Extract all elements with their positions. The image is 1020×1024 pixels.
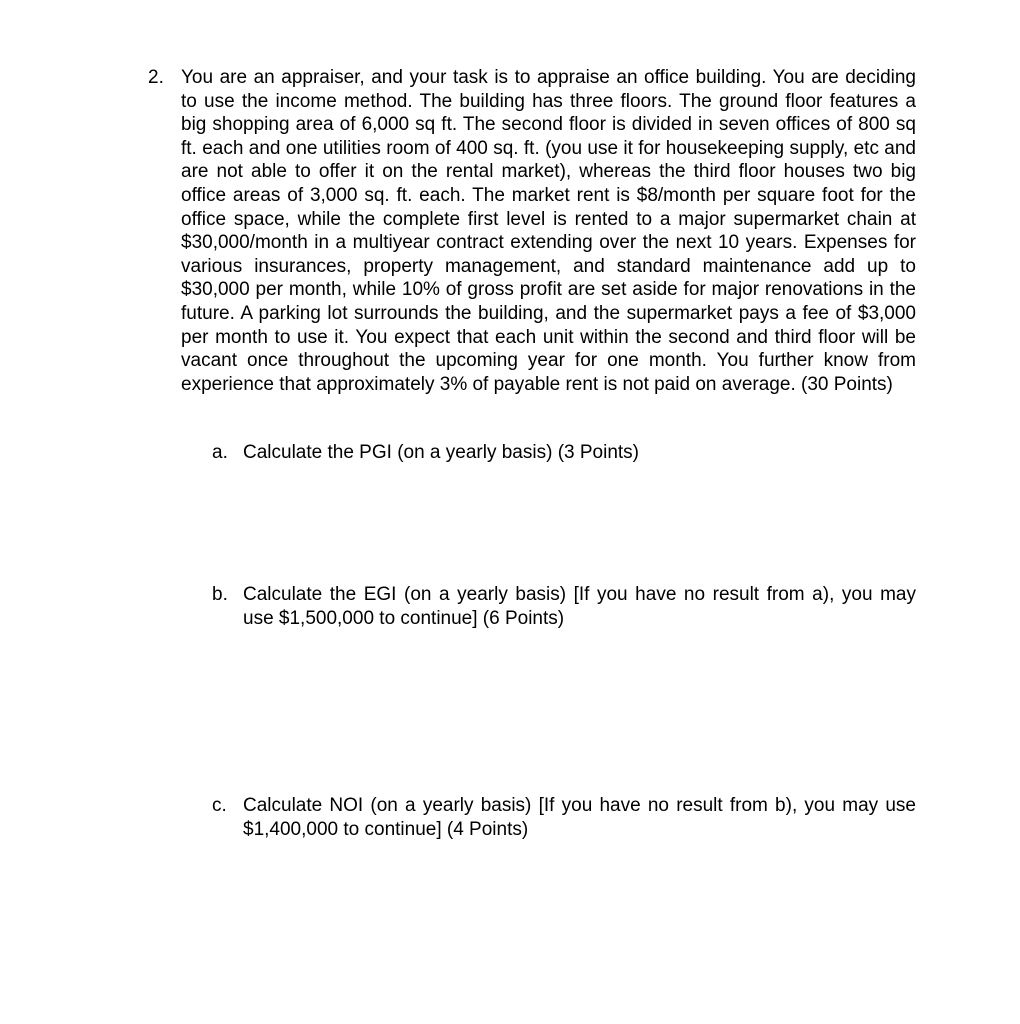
part-c [212,794,916,841]
part-b-letter: b. [212,584,228,605]
question-text: You are an appraiser, and your task is to appraise an office building. You are deciding to use the income method. The building has three floors. The ground floor features a big shopping area of 6,000 sq ft. The second floor is divided in seven offices of 800 sq ft. each and one utilities room of 400 sq. ft. (you use it for housekeeping supply, etc and are not able to offer it on the rental market), whereas the third floor houses two big office areas of 3,000 sq. ft. each. The market rent is $8/month per square foot for the office space, while the complete first level is rented to a major supermarket chain at $30,000/month in a multiyear contract extending over the next 10 years. Expenses for various insurances, property management, and standard maintenance add up to $30,000 per month, while 10% of gross profit are set aside for major renovations in the future. A parking lot surrounds the building, and the supermarket pays a fee of $3,000 per month to use it. You expect that each unit within the second and third floor will be vacant once throughout the upcoming year for one month. You further know from experience that approximately 3% of payable rent is not paid on average. (30 Points) [181,67,916,395]
part-b [212,583,916,630]
part-c-text: Calculate NOI (on a yearly basis) [If you have no result from b), you may use $1,400,000 to continue] (4 Points) [243,795,916,840]
part-c-letter: c. [212,795,227,816]
part-a-letter: a. [212,442,228,463]
question-number: 2. [148,67,164,88]
part-b-text: Calculate the EGI (on a yearly basis) [If you have no result from a), you may use $1,500,000 to continue] (6 Points) [243,584,916,629]
part-a-text: Calculate the PGI (on a yearly basis) (3 Points) [243,442,640,463]
part-a [212,441,916,465]
question-block [148,66,916,396]
